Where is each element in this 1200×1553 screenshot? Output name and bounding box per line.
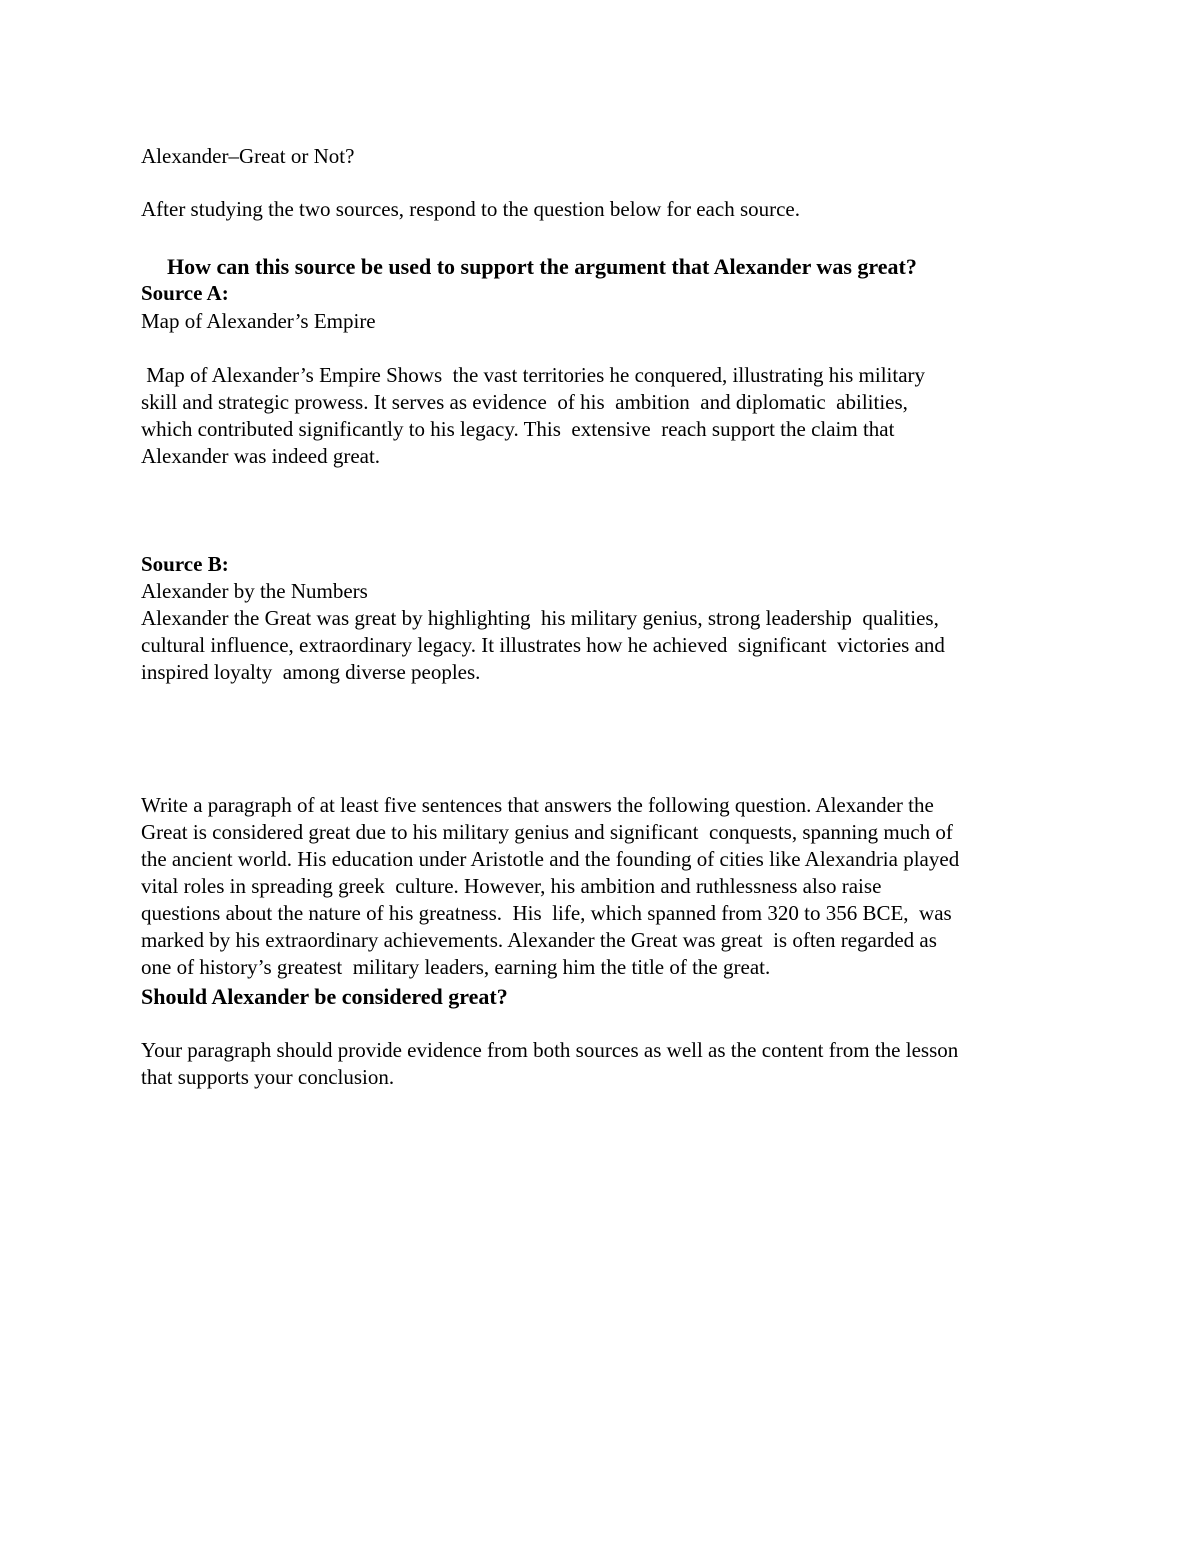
source-a-subtitle: Map of Alexander’s Empire [141, 309, 376, 333]
paragraph-line: one of history’s greatest military leaders, earning him the title of the great. [141, 955, 771, 979]
closing-line: Your paragraph should provide evidence from both sources as well as the content from the lesson [141, 1038, 959, 1062]
paragraph-line: the ancient world. His education under Aristotle and the founding of cities like Alexandria played [141, 847, 960, 871]
source-b-label: Source B: [141, 552, 229, 576]
closing-line: that supports your conclusion. [141, 1065, 395, 1089]
source-b-line: inspired loyalty among diverse peoples. [141, 660, 481, 684]
source-b-line: cultural influence, extraordinary legacy. It illustrates how he achieved significant victories and [141, 633, 945, 657]
paragraph-line: Great is considered great due to his military genius and significant conquests, spanning much of [141, 820, 953, 844]
source-a-line: skill and strategic prowess. It serves as evidence of his ambition and diplomatic abilities, [141, 390, 908, 414]
paragraph-line: Write a paragraph of at least five sentences that answers the following question. Alexander the [141, 793, 934, 817]
paragraph-line: vital roles in spreading greek culture. However, his ambition and ruthlessness also raise [141, 874, 882, 898]
paragraph-line: questions about the nature of his greatness. His life, which spanned from 320 to 356 BCE, was [141, 901, 952, 925]
source-a-label: Source A: [141, 281, 229, 305]
instructions-text: After studying the two sources, respond to the question below for each source. [141, 197, 800, 221]
document-title: Alexander–Great or Not? [141, 144, 355, 168]
final-question-heading: Should Alexander be considered great? [141, 984, 508, 1009]
paragraph-line: marked by his extraordinary achievements. Alexander the Great was great is often regarded as [141, 928, 937, 952]
question-heading: How can this source be used to support the argument that Alexander was great? [167, 254, 917, 279]
source-b-subtitle: Alexander by the Numbers [141, 579, 368, 603]
source-b-line: Alexander the Great was great by highlighting his military genius, strong leadership qualities, [141, 606, 939, 630]
source-a-line: which contributed significantly to his legacy. This extensive reach support the claim that [141, 417, 895, 441]
source-a-line: Alexander was indeed great. [141, 444, 381, 468]
source-a-line: Map of Alexander’s Empire Shows the vast territories he conquered, illustrating his military [141, 363, 926, 387]
